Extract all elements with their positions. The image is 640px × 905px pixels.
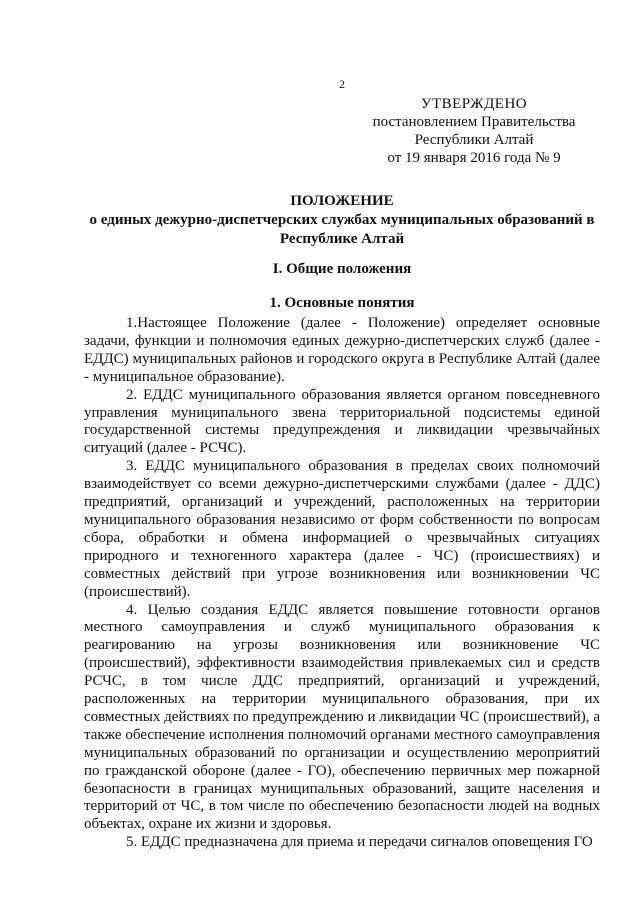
body-text xyxy=(84,315,600,852)
subsection-heading: 1. Основные понятия xyxy=(269,295,415,311)
approval-block xyxy=(350,95,598,167)
page-number: 2 xyxy=(339,77,345,91)
section-heading: I. Общие положения xyxy=(272,261,412,277)
approval-line-3: от 19 января 2016 года № 9 xyxy=(387,150,561,166)
approval-line-1: постановлением Правительства xyxy=(372,114,576,130)
paragraph-4: 4. Целью создания ЕДДС является повышение готовности органов местного самоуправления и служб муниципального образования к реагированию на угрозы возникновения или возникновение ЧС (происшествий), эффективности взаимодействия привлекаемых сил и средств РСЧС, в том числе ДДС предприятий, организаций и учреждений, расположенных на территории муниципального образования, при их совместных действиях по предупреждению и ликвидации ЧС (происшествий), а также обеспечение исполнения полномочий органами местного самоуправления муниципальных образований по организации и осуществлению мероприятий по гражданской обороне (далее - ГО), обеспечению первичных мер пожарной безопасности в границах муниципальных образований, защите населения и территорий от ЧС, в том числе по обеспечению безопасности людей на водных объектах, охране их жизни и здоровья. xyxy=(84,601,600,833)
approval-line-2: Республики Алтай xyxy=(414,132,534,148)
paragraph-2: 2. ЕДДС муниципального образования является органом повседневного управления муниципального звена территориальной подсистемы единой государственной системы предупреждения и ликвидации чрезвычайных ситуаций (далее - РСЧС). xyxy=(84,386,600,457)
document-title xyxy=(84,192,600,249)
paragraph-1: 1.Настоящее Положение (далее - Положение) определяет основные задачи, функции и полномочия единых дежурно-диспетчерских служб (далее - ЕДДС) муниципальных районов и городского округа в Республике Алтай (далее - муниципальное образование). xyxy=(84,315,600,385)
paragraph-5: 5. ЕДДС предназначена для приема и передачи сигналов оповещения ГО xyxy=(126,834,593,851)
paragraph-3: 3. ЕДДС муниципального образования в пределах своих полномочий взаимодействует со всеми дежурно-диспетчерскими службами (далее - ДДС) предприятий, организаций и учреждений, расположенных на территории муниципального образования независимо от форм собственности по вопросам сбора, обработки и обмена информацией о чрезвычайных ситуациях природного и техногенного характера (далее - ЧС) (происшествиях) и совместных действий при угрозе возникновения или возникновении ЧС (происшествий). xyxy=(84,458,600,600)
document-title-main: ПОЛОЖЕНИЕ xyxy=(290,193,394,209)
document-title-subtitle: о единых дежурно-диспетчерских службах муниципальных образований в Республике Алтай xyxy=(89,212,595,247)
approval-heading: УТВЕРЖДЕНО xyxy=(420,96,528,112)
